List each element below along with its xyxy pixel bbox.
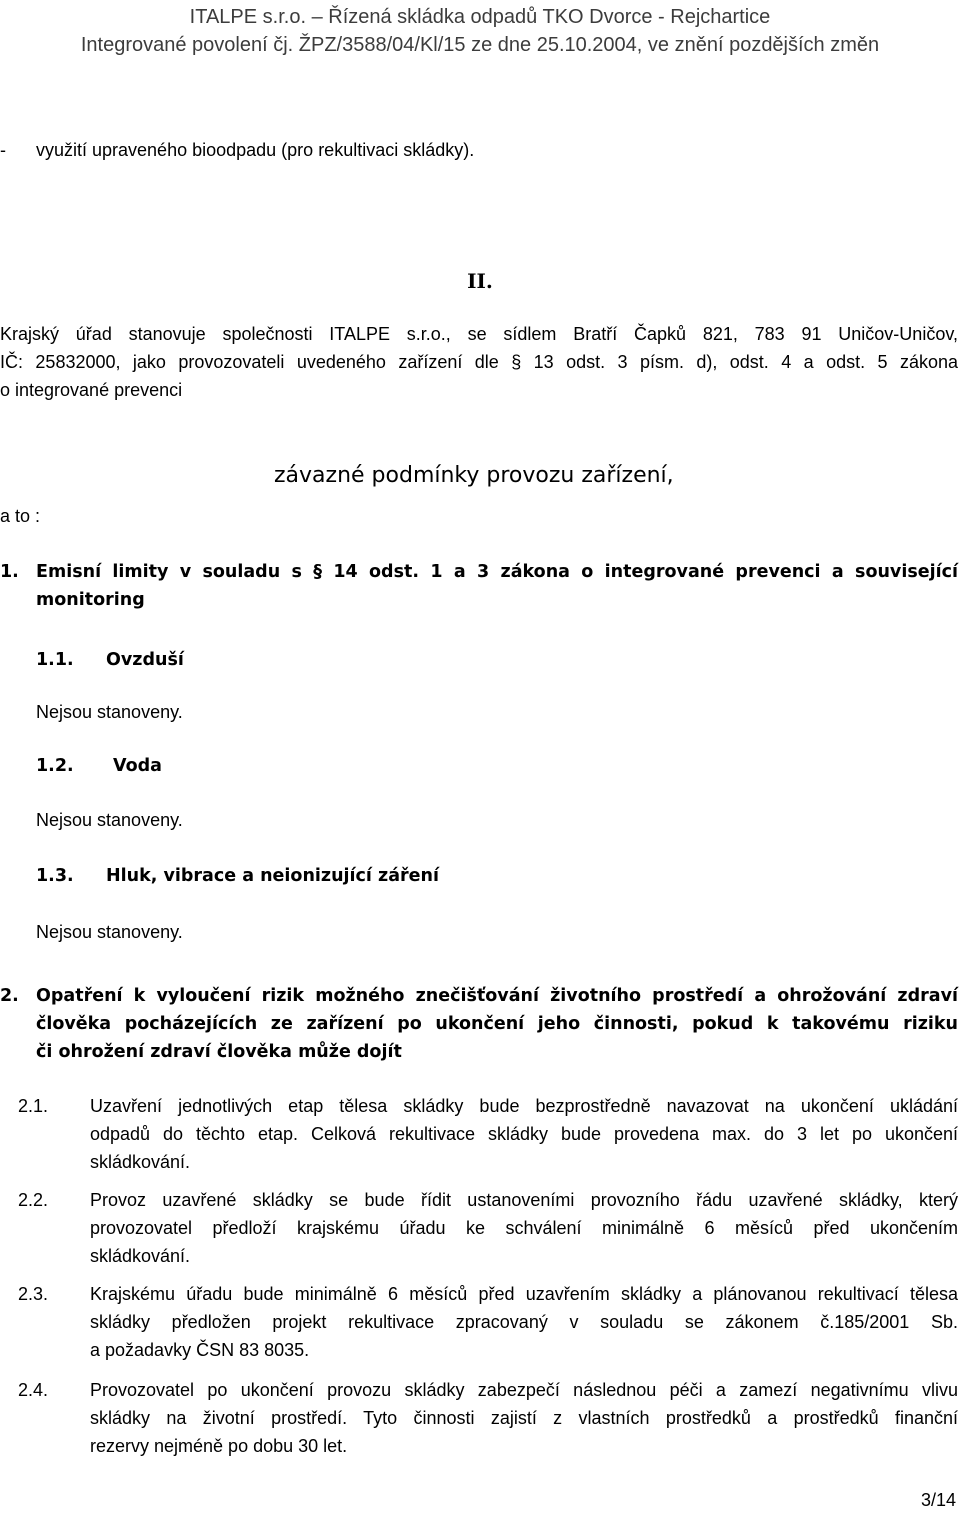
section-1-2-text: Nejsou stanoveny. xyxy=(36,810,183,830)
item-2-3-line-2: skládky předložen projekt rekultivace zpracovaný v souladu se zákonem č.185/2001 Sb. xyxy=(90,1312,958,1332)
item-2-4-line-3: rezervy nejméně po dobu 30 let. xyxy=(90,1436,348,1456)
section-2-title-line-1: Opatření k vyloučení rizik možného znečišťování životního prostředí a ohrožování zdraví xyxy=(36,986,958,1006)
item-2-2-text xyxy=(90,1186,958,1270)
item-2-2-number: 2.2. xyxy=(18,1190,49,1210)
item-2-1-number: 2.1. xyxy=(18,1096,49,1116)
section-heading: II. xyxy=(467,269,493,293)
header-line-2: Integrované povolení čj. ŽPZ/3588/04/Kl/15 ze dne 25.10.2004, ve znění pozdějších změn xyxy=(0,30,960,60)
item-2-4-line-2: skládky na životní prostředí. Tyto činnosti zajistí z vlastních prostředků a prostředků finanční xyxy=(90,1408,958,1428)
item-2-4-line-1: Provozovatel po ukončení provozu skládky zabezpečí následnou péči a zamezí negativnímu vlivu xyxy=(90,1380,958,1400)
item-2-3-number: 2.3. xyxy=(18,1284,49,1304)
page-number: 3/14 xyxy=(920,1490,956,1510)
section-1-1-text: Nejsou stanoveny. xyxy=(36,702,183,722)
section-1-number: 1. xyxy=(0,562,19,582)
bullet-dash: - xyxy=(0,140,6,160)
section-1-title xyxy=(36,558,958,614)
intro-line-2: IČ: 25832000, jako provozovateli uvedeného zařízení dle § 13 odst. 3 písm. d), odst. 4 a odst. 5 zákona xyxy=(0,352,958,372)
item-2-1-text xyxy=(90,1092,958,1176)
intro-paragraph xyxy=(0,320,958,404)
item-2-3-line-1: Krajskému úřadu bude minimálně 6 měsíců před uzavřením skládky a plánovanou rekultivací tělesa xyxy=(90,1284,958,1304)
item-2-2-line-1: Provoz uzavřené skládky se bude řídit ustanoveními provozního řádu uzavřené skládky, který xyxy=(90,1190,958,1210)
section-2-title-line-3: či ohrožení zdraví člověka může dojít xyxy=(36,1042,402,1062)
bullet-text: využití upraveného bioodpadu (pro rekultivaci skládky). xyxy=(36,140,475,160)
intro-line-3: o integrované prevenci xyxy=(0,380,183,400)
item-2-4-number: 2.4. xyxy=(18,1380,49,1400)
section-1-2-number: 1.2. xyxy=(36,756,74,776)
section-1-1-number: 1.1. xyxy=(36,650,74,670)
header-line-1: ITALPE s.r.o. – Řízená skládka odpadů TKO Dvorce - Rejchartice xyxy=(0,2,960,32)
item-2-1-line-3: skládkování. xyxy=(90,1152,191,1172)
section-2-number: 2. xyxy=(0,986,19,1006)
conditions-title: závazné podmínky provozu zařízení, xyxy=(274,463,674,488)
item-2-2-line-3: skládkování. xyxy=(90,1246,191,1266)
section-1-1-title: Ovzduší xyxy=(106,650,184,670)
section-1-title-line-2: monitoring xyxy=(36,590,145,610)
section-1-3-title: Hluk, vibrace a neionizující záření xyxy=(106,866,439,886)
item-2-3-text xyxy=(90,1280,958,1364)
section-2-title xyxy=(36,982,958,1066)
section-1-3-text: Nejsou stanoveny. xyxy=(36,922,183,942)
intro-line-1: Krajský úřad stanovuje společnosti ITALPE s.r.o., se sídlem Bratří Čapků 821, 783 91 Uničov-Uničov, xyxy=(0,324,958,344)
item-2-2-line-2: provozovatel předloží krajskému úřadu ke schválení minimálně 6 měsíců před ukončením xyxy=(90,1218,958,1238)
section-2-title-line-2: člověka pocházejících ze zařízení po ukončení jeho činnosti, pokud k takovému riziku xyxy=(36,1014,958,1034)
item-2-3-line-3: a požadavky ČSN 83 8035. xyxy=(90,1340,310,1360)
section-1-2-title: Voda xyxy=(113,756,162,776)
section-1-title-line-1: Emisní limity v souladu s § 14 odst. 1 a 3 zákona o integrované prevenci a související xyxy=(36,562,958,582)
item-2-1-line-2: odpadů do těchto etap. Celková rekultivace skládky bude provedena max. do 3 let po ukončení xyxy=(90,1124,958,1144)
section-1-3-number: 1.3. xyxy=(36,866,74,886)
item-2-4-text xyxy=(90,1376,958,1460)
a-to-label: a to : xyxy=(0,506,41,526)
item-2-1-line-1: Uzavření jednotlivých etap tělesa skládky bude bezprostředně navazovat na ukončení ukládání xyxy=(90,1096,958,1116)
